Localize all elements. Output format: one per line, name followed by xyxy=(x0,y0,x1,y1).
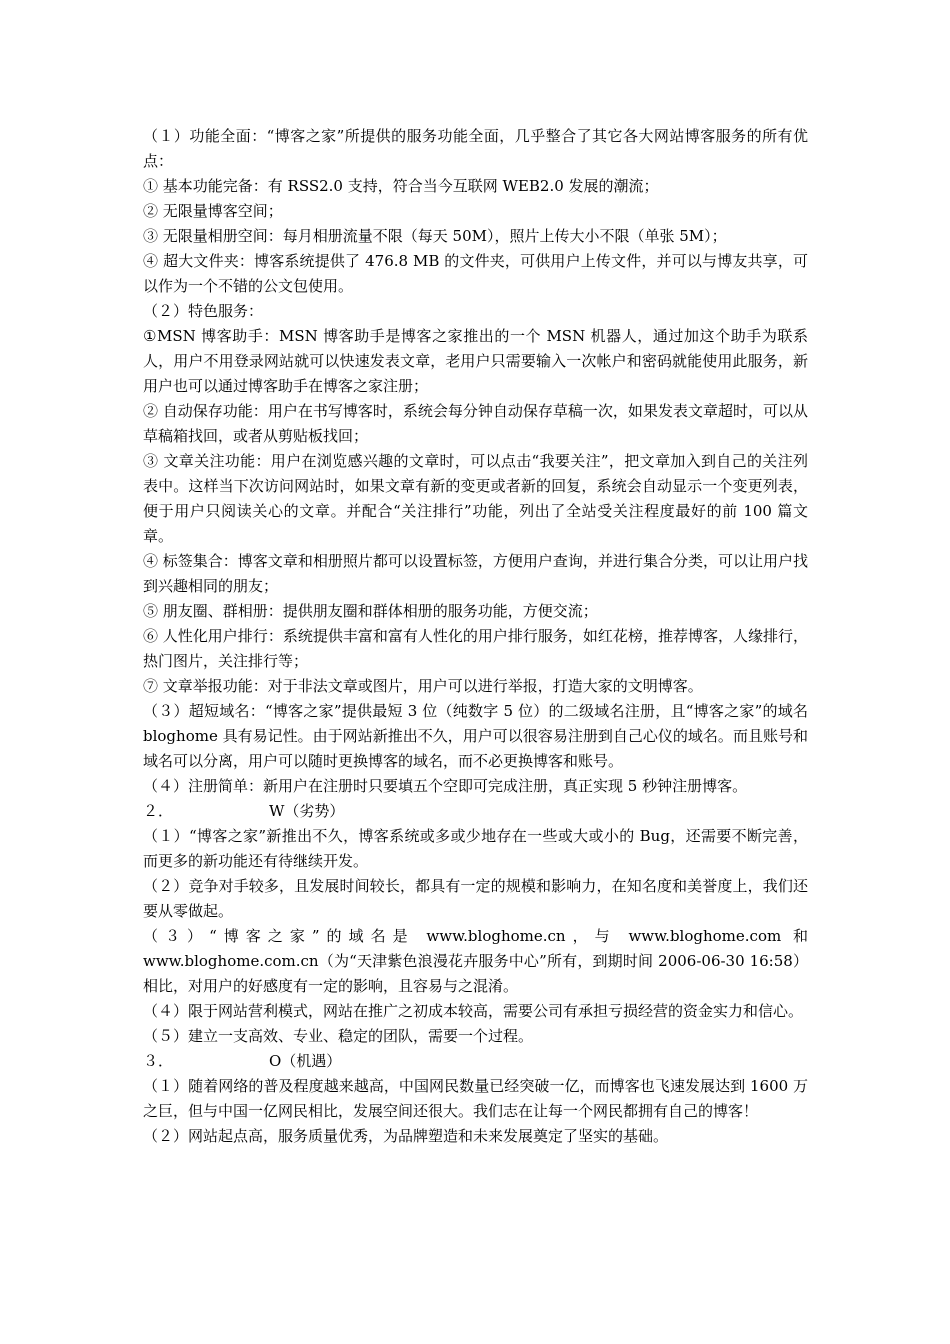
paragraph: （１）功能全面：“博客之家”所提供的服务功能全面，几乎整合了其它各大网站博客服务的所有优点： xyxy=(143,127,808,170)
section-title: W（劣势） xyxy=(269,802,345,820)
section-heading-opportunities xyxy=(143,1049,808,1074)
section-number: ２． xyxy=(143,802,174,820)
paragraph: ⑦ 文章举报功能：对于非法文章或图片，用户可以进行举报，打造大家的文明博客。 xyxy=(143,677,703,695)
paragraph: ⑥ 人性化用户排行：系统提供丰富和富有人性化的用户排行服务，如红花榜，推荐博客，人缘排行，热门图片，关注排行等； xyxy=(143,627,808,670)
paragraph: （１）“博客之家”新推出不久，博客系统或多或少地存在一些或大或小的 Bug，还需要不断完善，而更多的新功能还有待继续开发。 xyxy=(143,827,808,870)
paragraph: （２）特色服务： xyxy=(143,302,264,320)
paragraph: （３）“博客之家”的域名是 www.bloghome.cn，与 www.bloghome.com 和 xyxy=(143,927,808,945)
paragraph: ③ 无限量相册空间：每月相册流量不限（每天 50M），照片上传大小不限（单张 5M）； xyxy=(143,227,727,245)
paragraph: ② 自动保存功能：用户在书写博客时，系统会每分钟自动保存草稿一次，如果发表文章超时，可以从草稿箱找回，或者从剪贴板找回； xyxy=(143,402,808,445)
paragraph: ③ 文章关注功能：用户在浏览感兴趣的文章时，可以点击“我要关注”，把文章加入到自己的关注列表中。这样当下次访问网站时，如果文章有新的变更或者新的回复，系统会自动显示一个变更列表，便于用户只阅读关心的文章。并配合“关注排行”功能，列出了全站受关注程度最好的前 100 篇文章。 xyxy=(143,452,808,545)
paragraph: ④ 标签集合：博客文章和相册照片都可以设置标签，方便用户查询，并进行集合分类，可以让用户找到兴趣相同的朋友； xyxy=(143,552,808,595)
paragraph: （４）限于网站营利模式，网站在推广之初成本较高，需要公司有承担亏损经营的资金实力和信心。 xyxy=(143,1002,804,1020)
document-body xyxy=(143,124,808,1149)
paragraph: （３）超短域名：“博客之家”提供最短 3 位（纯数字 5 位）的二级域名注册，且“博客之家”的域名 bloghome 具有易记性。由于网站新推出不久，用户可以很容易注册到自己心仪的域名。而且账号和域名可以分离，用户可以随时更换博客的域名，而不必更换博客和账号。 xyxy=(143,702,808,770)
paragraph: ④ 超大文件夹：博客系统提供了 476.8 MB 的文件夹，可供用户上传文件，并可以与博友共享，可以作为一个不错的公文包使用。 xyxy=(143,252,808,295)
paragraph: ⑤ 朋友圈、群相册：提供朋友圈和群体相册的服务功能，方便交流； xyxy=(143,602,598,620)
paragraph: ①MSN 博客助手：MSN 博客助手是博客之家推出的一个 MSN 机器人，通过加这个助手为联系人，用户不用登录网站就可以快速发表文章，老用户只需要输入一次帐户和密码就能使用此服务，新用户也可以通过博客助手在博客之家注册； xyxy=(143,327,808,395)
paragraph: （２）竞争对手较多，且发展时间较长，都具有一定的规模和影响力，在知名度和美誉度上，我们还要从零做起。 xyxy=(143,877,808,920)
paragraph: （５）建立一支高效、专业、稳定的团队，需要一个过程。 xyxy=(143,1027,534,1045)
paragraph: ① 基本功能完备：有 RSS2.0 支持，符合当今互联网 WEB2.0 发展的潮流； xyxy=(143,177,659,195)
paragraph: ② 无限量博客空间； xyxy=(143,202,283,220)
section-title: O（机遇） xyxy=(269,1052,342,1070)
section-heading-weaknesses xyxy=(143,799,808,824)
paragraph: （１）随着网络的普及程度越来越高，中国网民数量已经突破一亿，而博客也飞速发展达到 1600 万之巨，但与中国一亿网民相比，发展空间还很大。我们志在让每一个网民都拥有自己的博客！ xyxy=(143,1077,808,1120)
paragraph: www.bloghome.com.cn（为“天津紫色浪漫花卉服务中心”所有，到期时间 2006-06-30 16:58）相比，对用户的好感度有一定的影响，且容易与之混淆。 xyxy=(143,952,808,995)
paragraph: （２）网站起点高，服务质量优秀，为品牌塑造和未来发展奠定了坚实的基础。 xyxy=(143,1127,669,1145)
section-number: ３． xyxy=(143,1052,174,1070)
paragraph: （４）注册简单：新用户在注册时只要填五个空即可完成注册，真正实现 5 秒钟注册博客。 xyxy=(143,777,748,795)
